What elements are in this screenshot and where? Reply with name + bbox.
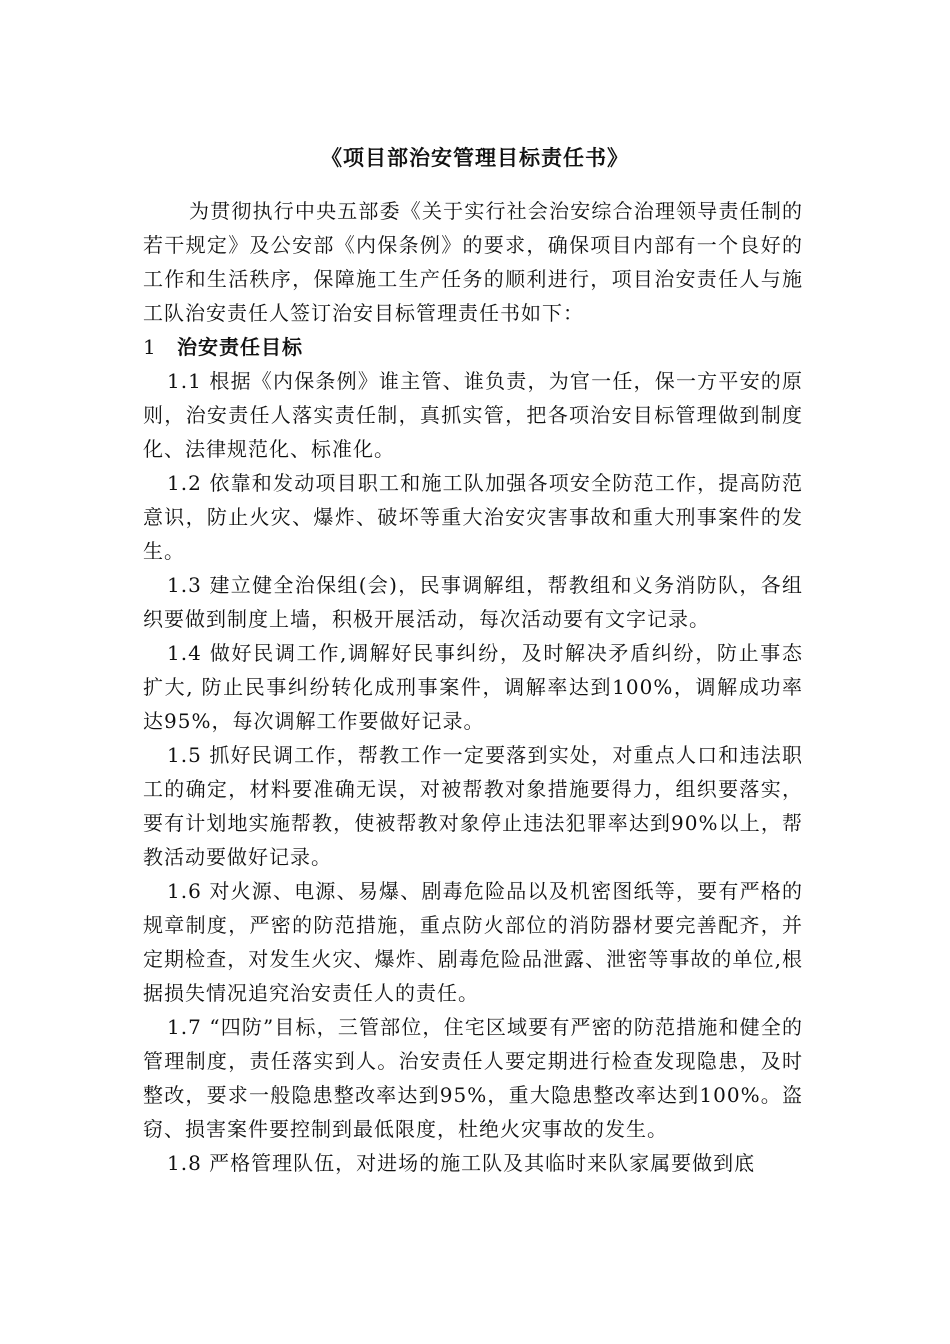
list-item: 1.5 抓好民调工作，帮教工作一定要落到实处，对重点人口和违法职工的确定，材料要准确无误，对被帮教对象措施要得力，组织要落实，要有计划地实施帮教，使被帮教对象停止违法犯罪率达到90%以上，帮教活动要做好记录。 [143, 743, 803, 869]
section-heading [143, 330, 803, 364]
list-item: 1.7 “四防”目标，三管部位，住宅区域要有严密的防范措施和健全的管理制度，责任落实到人。治安责任人要定期进行检查发现隐患，及时整改，要求一般隐患整改率达到95%，重大隐患整改率达到100%。盗窃、损害案件要控制到最低限度，杜绝火灾事故的发生。 [143, 1015, 803, 1141]
list-item: 1.2 依靠和发动项目职工和施工队加强各项安全防范工作，提高防范意识，防止火灾、爆炸、破坏等重大治安灾害事故和重大刑事案件的发生。 [143, 471, 803, 563]
document-title: 《项目部治安管理目标责任书》 [321, 145, 629, 170]
list-item: 1.6 对火源、电源、易爆、剧毒危险品以及机密图纸等，要有严格的规章制度，严密的防范措施，重点防火部位的消防器材要完善配齐，并定期检查，对发生火灾、爆炸、剧毒危险品泄露、泄密等事故的单位,根据损失情况追究治安责任人的责任。 [143, 879, 803, 1005]
list-item: 1.1 根据《内保条例》谁主管、谁负责，为官一任，保一方平安的原则，治安责任人落实责任制，真抓实管，把各项治安目标管理做到制度化、法律规范化、标准化。 [143, 369, 803, 461]
list-item: 1.4 做好民调工作,调解好民事纠纷，及时解决矛盾纠纷，防止事态扩大, 防止民事纠纷转化成刑事案件，调解率达到100%，调解成功率达95%，每次调解工作要做好记录。 [143, 641, 803, 733]
document-body [143, 194, 803, 1180]
intro-paragraph: 为贯彻执行中央五部委《关于实行社会治安综合治理领导责任制的若干规定》及公安部《内保条例》的要求，确保项目内部有一个良好的工作和生活秩序，保障施工生产任务的顺利进行，项目治安责任人与施工队治安责任人签订治安目标管理责任书如下： [143, 199, 803, 325]
section-number: 1 [143, 335, 157, 359]
section-heading-text: 治安责任目标 [177, 335, 303, 359]
list-item: 1.3 建立健全治保组(会)，民事调解组，帮教组和义务消防队，各组织要做到制度上墙，积极开展活动，每次活动要有文字记录。 [143, 573, 803, 631]
list-item: 1.8 严格管理队伍，对进场的施工队及其临时来队家属要做到底 [167, 1151, 756, 1175]
